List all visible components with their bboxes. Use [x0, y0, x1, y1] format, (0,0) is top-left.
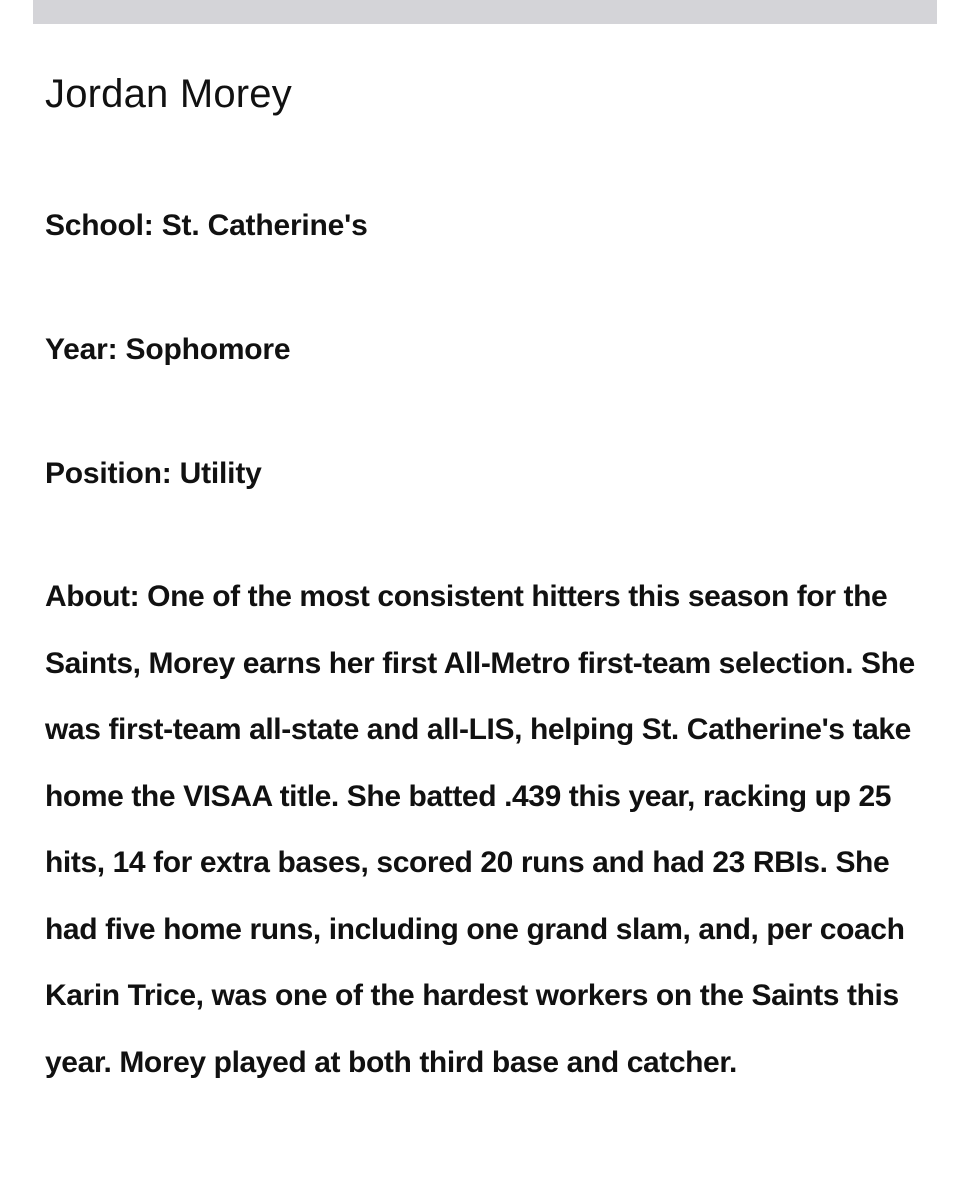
year-line: Year: Sophomore [45, 333, 291, 366]
school-line: School: St. Catherine's [45, 209, 368, 242]
about-paragraph: About: One of the most consistent hitters this season for the Saints, Morey earns her first All-Metro first-team selection. She was first-team all-state and all-LIS, helping St. Catherine's take home the VISAA title. She batted .439 this year, racking up 25 hits, 14 for extra bases, scored 20 runs and had 23 RBIs. She had five home runs, including one grand slam, and, per coach Karin Trice, was one of the hardest workers on the Saints this year. Morey played at both third base and catcher. [45, 580, 915, 1079]
position-line: Position: Utility [45, 457, 262, 490]
player-name: Jordan Morey [45, 72, 292, 116]
top-divider-bar [33, 0, 937, 24]
